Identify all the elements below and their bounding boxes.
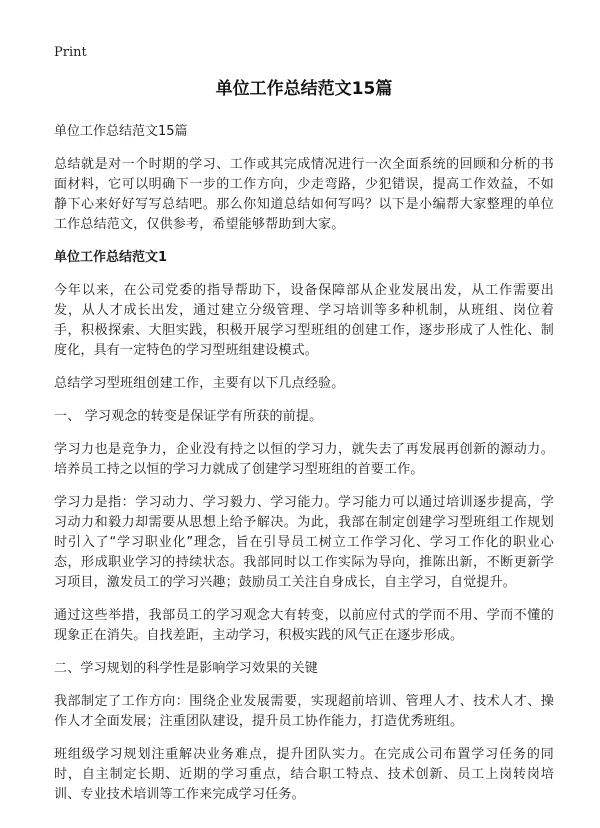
body-paragraph: 通过这些举措，我部员工的学习观念大有转变，以前应付式的学而不用、学而不懂的现象正在消失。自找差距，主动学习，积极实践的风气正在逐步形成。 (54, 608, 554, 643)
document-subtitle: 单位工作总结范文15篇 (54, 124, 188, 139)
document-page (54, 76, 554, 818)
print-link[interactable]: Print (54, 45, 87, 60)
body-paragraph: 一、 学习观念的转变是保证学有所获的前提。 (54, 409, 323, 424)
body-paragraph: 二、学习规划的科学性是影响学习效果的关键 (54, 661, 319, 676)
body-paragraph: 学习力也是竞争力，企业没有持之以恒的学习力，就失去了再发展再创新的源动力。培养员工持之以恒的学习力就成了创建学习型班组的首要工作。 (54, 442, 554, 477)
body-paragraph: 总结学习型班组创建工作，主要有以下几点经验。 (54, 376, 345, 391)
body-paragraph: 学习力是指：学习动力、学习毅力、学习能力。学习能力可以通过培训逐步提高，学习动力和毅力却需要从思想上给予解决。为此，我部在制定创建学习型班组工作规划时引入了“学习职业化”理念，旨在引导员工树立工作学习化、学习工作化的职业心态，形成职业学习的持续状态。我部同时以工作实际为导向，推陈出新，不断更新学习项目，激发员工的学习兴趣；鼓励员工关注自身成长，自主学习，自觉提升。 (54, 495, 554, 590)
body-paragraph: 今年以来，在公司党委的指导帮助下，设备保障部从企业发展出发，从工作需要出发，从人才成长出发，通过建立分级管理、学习培训等多种机制，从班组、岗位着手，积极探索、大胆实践，积极开展学习型班组的创建工作，逐步形成了人性化、制度化，具有一定特色的学习型班组建设模式。 (54, 283, 554, 358)
page-title: 单位工作总结范文15篇 (215, 79, 393, 99)
section-heading: 单位工作总结范文1 (54, 250, 168, 265)
body-paragraph: 班组级学习规划注重解决业务难点，提升团队实力。在完成公司布置学习任务的同时，自主制定长期、近期的学习重点，结合职工特点、技术创新、员工上岗转岗培训、专业技术培训等工作来完成学习任务。 (54, 747, 554, 802)
intro-paragraph: 总结就是对一个时期的学习、工作或其完成情况进行一次全面系统的回顾和分析的书面材料，它可以明确下一步的工作方向，少走弯路，少犯错误，提高工作效益，不如静下心来好好写写总结吧。那么你知道总结如何写吗？以下是小编帮大家整理的单位工作总结范文，仅供参考，希望能够帮助到大家。 (54, 157, 554, 232)
body-paragraph: 我部制定了工作方向：围绕企业发展需要，实现超前培训、管理人才、技术人才、操作人才全面发展；注重团队建设，提升员工协作能力，打造优秀班组。 (54, 694, 554, 729)
